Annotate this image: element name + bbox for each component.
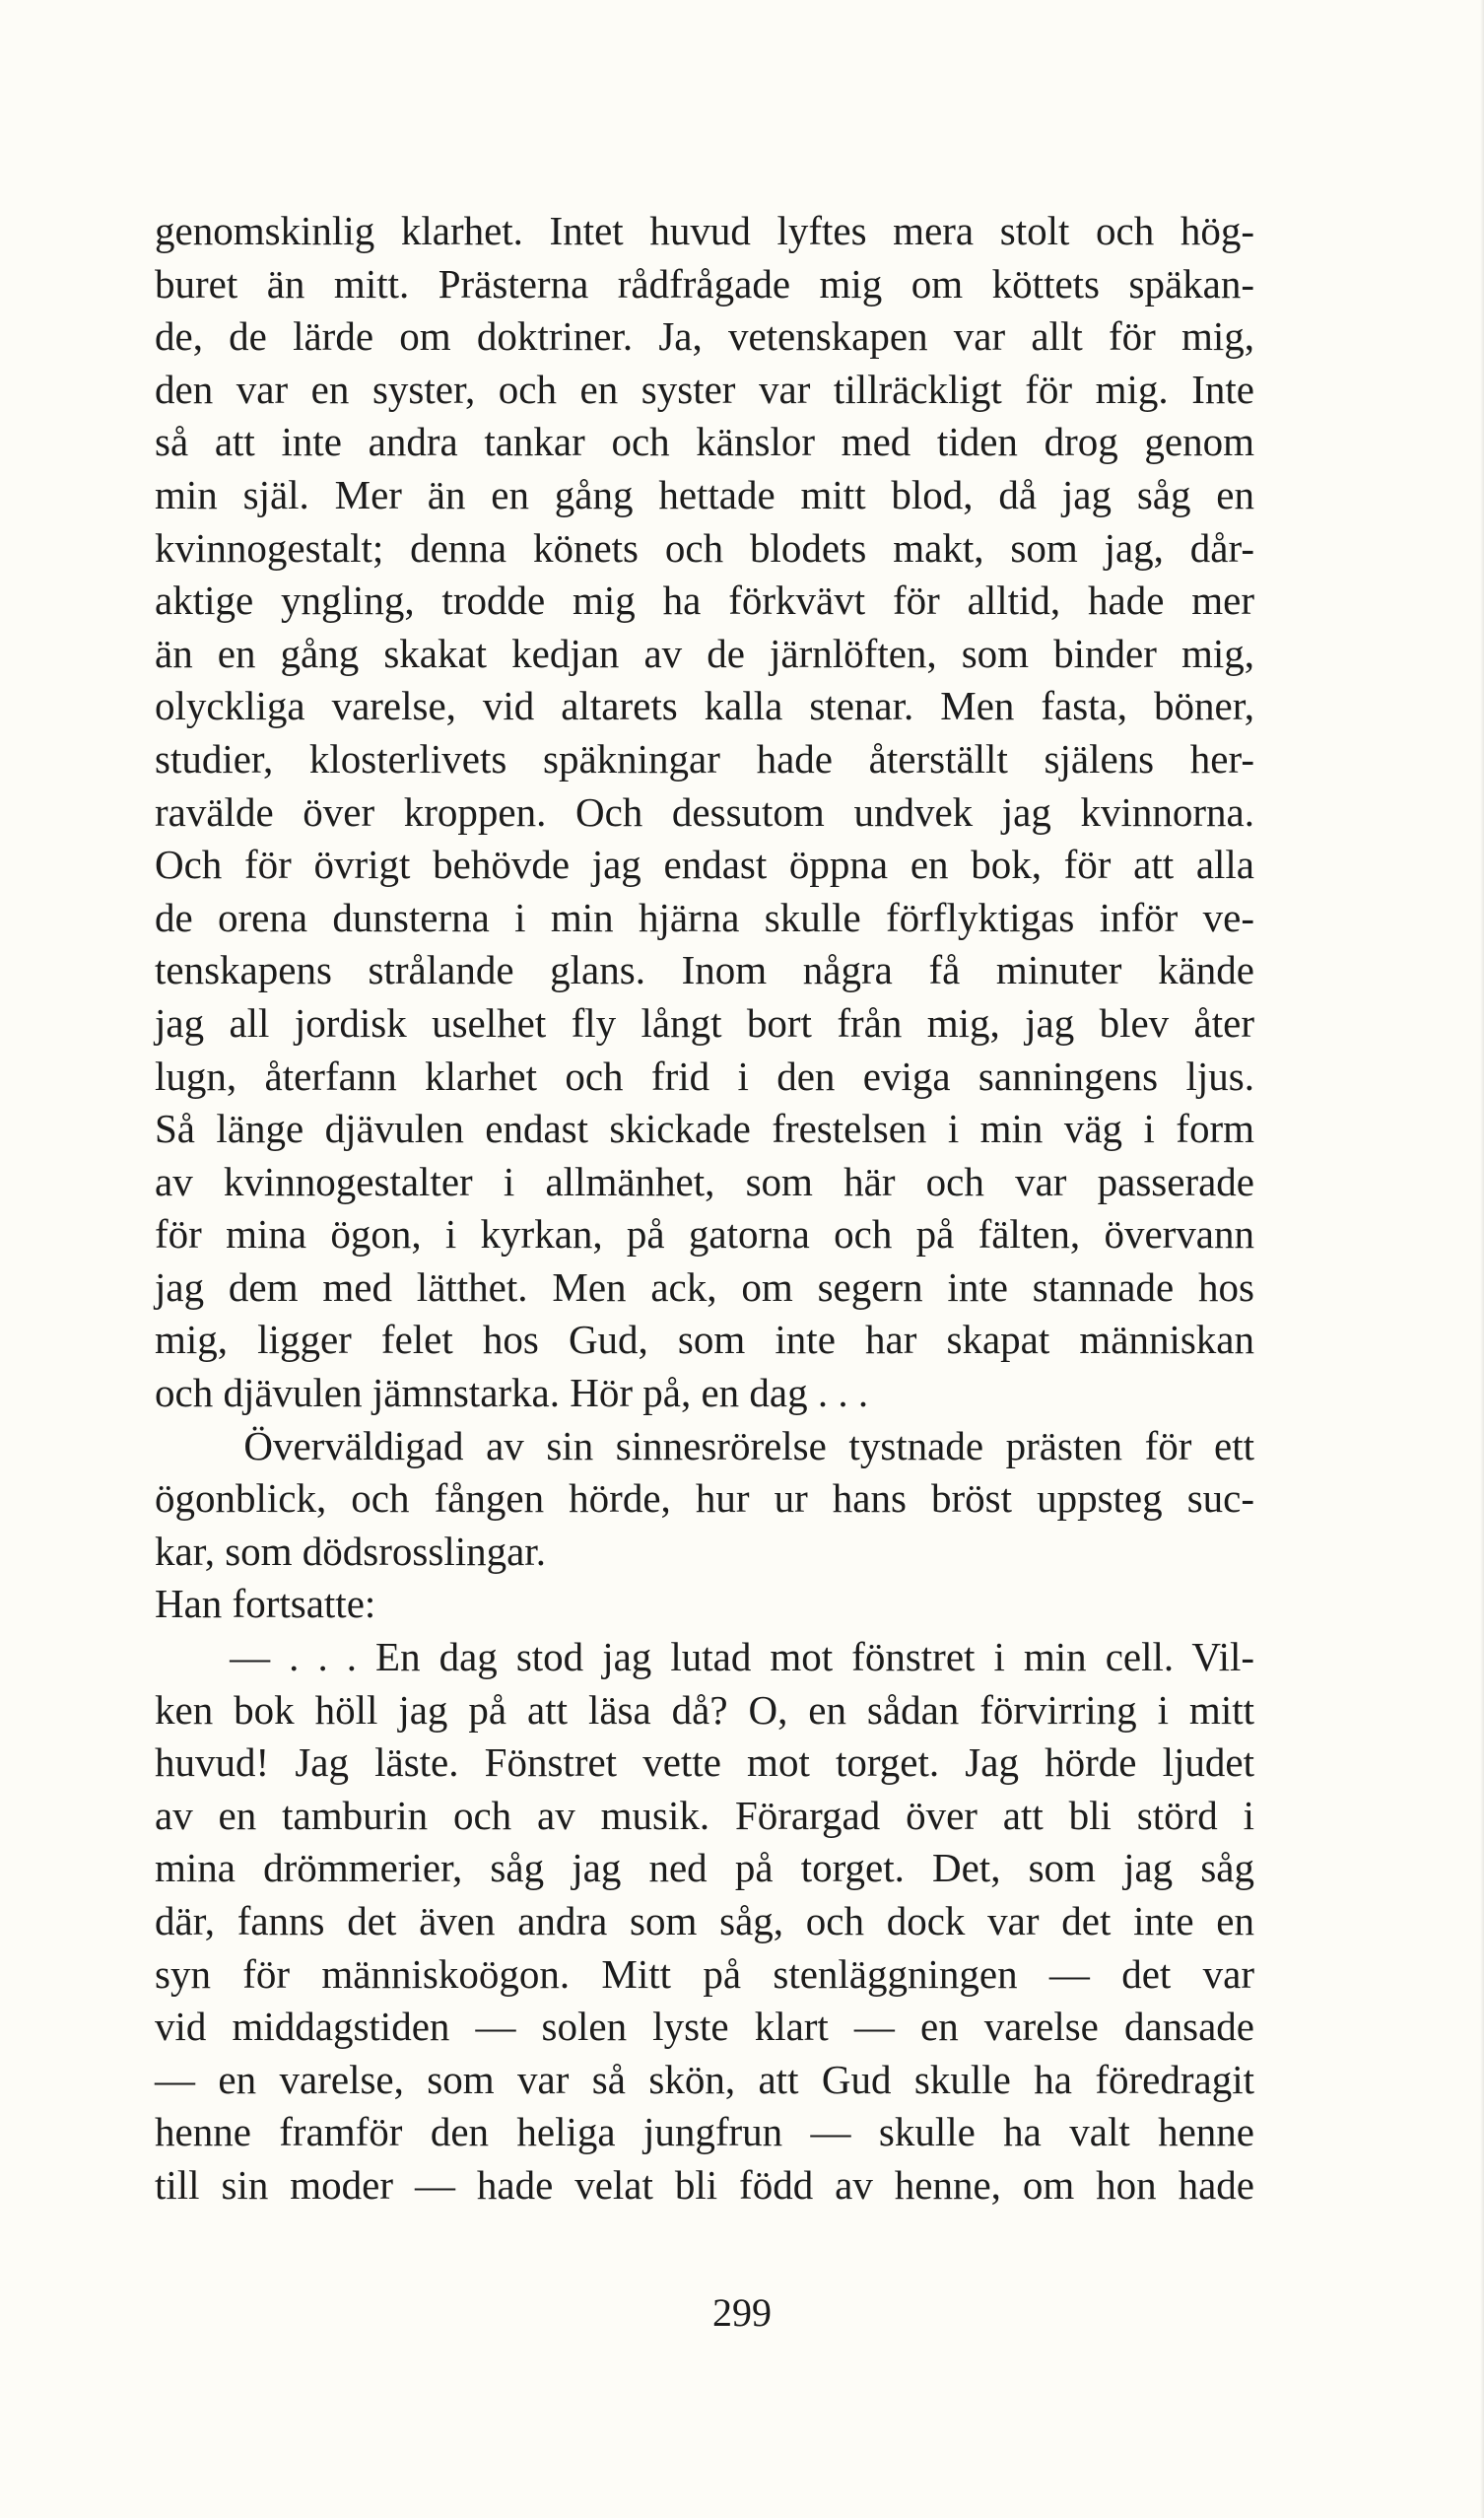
text-line: jag dem med lätthet. Men ack, om segern inte stannade hos — [155, 1263, 1254, 1310]
text-line: för mina ögon, i kyrkan, på gatorna och på fälten, övervann — [155, 1211, 1254, 1258]
text-line: av kvinnogestalter i allmänhet, som här och var passerade — [155, 1158, 1254, 1204]
text-line: ögonblick, och fången hörde, hur ur hans bröst uppsteg suc- — [155, 1475, 1254, 1522]
text-line: henne framför den heliga jungfrun — skulle ha valt henne — [155, 2109, 1254, 2155]
text-line: syn för människoögon. Mitt på stenläggningen — det var — [155, 1950, 1254, 1997]
text-line: ken bok höll jag på att läsa då? O, en sådan förvirring i mitt — [155, 1686, 1254, 1733]
text-line: än en gång skakat kedjan av de järnlöften, som binder mig, — [155, 630, 1254, 676]
text-line: de, de lärde om doktriner. Ja, vetenskapen var allt för mig, — [155, 313, 1254, 360]
text-line: buret än mitt. Prästerna rådfrågade mig om köttets späkan- — [155, 260, 1254, 306]
text-line: av en tamburin och av musik. Förargad över att bli störd i — [155, 1792, 1254, 1838]
text-line: olyckliga varelse, vid altarets kalla stenar. Men fasta, böner, — [155, 683, 1254, 729]
text-line: studier, klosterlivets späkningar hade återställt själens her- — [155, 735, 1254, 782]
text-line-paragraph-end: kar, som dödsrosslingar. — [155, 1528, 546, 1574]
text-line: Och för övrigt behövde jag endast öppna en bok, för att alla — [155, 842, 1254, 888]
body-text — [155, 205, 1254, 2212]
text-line: där, fanns det även andra som såg, och dock var det inte en — [155, 1898, 1254, 1943]
text-line: Så länge djävulen endast skickade frestelsen i min väg i form — [155, 1106, 1254, 1152]
text-line-paragraph-end: och djävulen jämnstarka. Hör på, en dag . . . — [155, 1370, 869, 1416]
text-line: min själ. Mer än en gång hettade mitt blod, då jag såg en — [155, 471, 1254, 517]
text-line: — en varelse, som var så skön, att Gud skulle ha föredragit — [155, 2056, 1254, 2102]
text-line: tenskapens strålande glans. Inom några få minuter kände — [155, 947, 1254, 993]
text-line: lugn, återfann klarhet och frid i den eviga sanningens ljus. — [155, 1053, 1254, 1099]
text-line: så att inte andra tankar och känslor med tiden drog genom — [155, 419, 1254, 465]
text-line: — . . . En dag stod jag lutad mot fönstret i min cell. Vil- — [155, 1634, 1254, 1680]
page-edge-shadow — [1480, 0, 1484, 2518]
text-line: till sin moder — hade velat bli född av henne, om hon hade — [155, 2161, 1254, 2208]
text-line: jag all jordisk uselhet fly långt bort från mig, jag blev åter — [155, 999, 1254, 1046]
text-line: de orena dunsterna i min hjärna skulle förflyktigas inför ve- — [155, 894, 1254, 940]
text-line: Överväldigad av sin sinnesrörelse tystnade prästen för ett — [155, 1422, 1254, 1468]
text-line: genomskinlig klarhet. Intet huvud lyftes mera stolt och hög- — [155, 208, 1254, 253]
page-number: 299 — [712, 2290, 772, 2335]
text-line-paragraph-end: Han fortsatte: — [155, 1581, 376, 1627]
text-line: mig, ligger felet hos Gud, som inte har skapat människan — [155, 1317, 1254, 1363]
text-line: den var en syster, och en syster var tillräckligt för mig. Inte — [155, 366, 1254, 412]
text-line: aktige yngling, trodde mig ha förkvävt för alltid, hade mer — [155, 578, 1254, 624]
text-line: vid middagstiden — solen lyste klart — en varelse dansade — [155, 2004, 1254, 2050]
text-line: mina drömmerier, såg jag ned på torget. Det, som jag såg — [155, 1845, 1254, 1891]
text-line: kvinnogestalt; denna könets och blodets makt, som jag, dår- — [155, 524, 1254, 571]
text-line: huvud! Jag läste. Fönstret vette mot torget. Jag hörde ljudet — [155, 1739, 1254, 1786]
text-line: ravälde över kroppen. Och dessutom undvek jag kvinnorna. — [155, 788, 1254, 835]
